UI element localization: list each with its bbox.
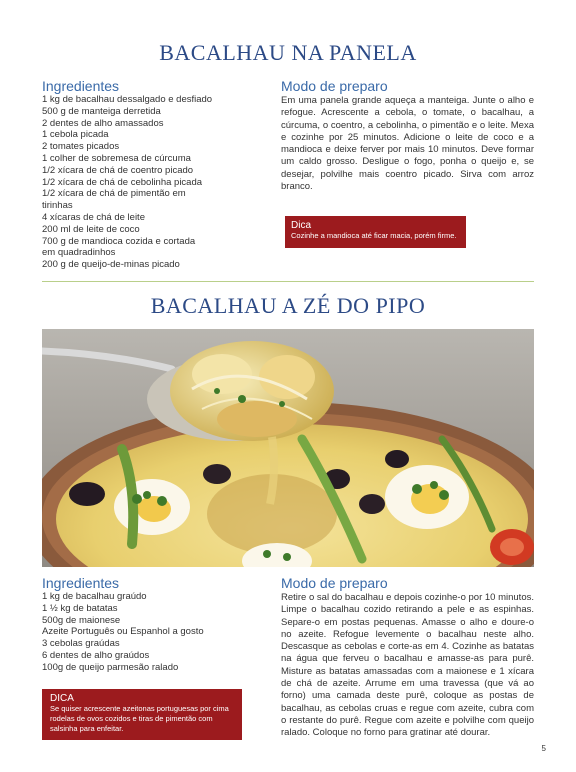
recipe-2-method-heading: Modo de preparo xyxy=(281,575,388,591)
ingredient-item: 1/2 xícara de chá de cebolinha picada xyxy=(42,176,203,188)
recipe-1-tip-text: Cozinhe a mandioca até ficar macia, porém firme. xyxy=(291,231,457,240)
recipe-1-title: BACALHAU NA PANELA xyxy=(159,40,417,65)
ingredient-item: 1/2 xícara de chá de coentro picado xyxy=(42,164,194,176)
ingredient-item: tirinhas xyxy=(42,200,73,212)
ingredient-item: 1 ½ kg de batatas xyxy=(42,602,118,614)
ingredient-item: 6 dentes de alho graúdos xyxy=(42,649,150,661)
recipe-1-ingredients-heading: Ingredientes xyxy=(42,78,120,94)
recipe-1-tip-box xyxy=(285,216,466,248)
ingredient-item: Azeite Português ou Espanhol a gosto xyxy=(42,626,204,638)
ingredient-item: 100g de queijo parmesão ralado xyxy=(42,661,179,673)
section-divider xyxy=(42,281,534,282)
ingredient-item: 3 cebolas graúdas xyxy=(42,638,120,650)
ingredient-item: em quadradinhos xyxy=(42,247,116,259)
ingredient-item: 1/2 xícara de chá de pimentão em xyxy=(42,188,186,200)
ingredient-item: 500g de maionese xyxy=(42,614,121,626)
ingredient-item: 1 colher de sobremesa de cúrcuma xyxy=(42,152,191,164)
recipe-2-tip-title: DICA xyxy=(50,693,74,704)
ingredient-item: 200 ml de leite de coco xyxy=(42,223,140,235)
recipe-1-method-text: Em uma panela grande aqueça a manteiga. Junte o alho e refogue. Acrescente a cebola, o tomate, o bacalhau, a cúrcuma, o coentro, a cebolinha, o pimentão e o leite. Mexa e cozinhe por 25 minutos. Adicione o leite de coco e a mandioca e deixe ferver por mais 10 minutos. Deve formar um caldo grosso. Desligue o fogo, ponha o queijo e, se desejar, polvilhe mais coentro picado. Sirva com arroz branco. xyxy=(281,95,534,193)
ingredient-item: 1 cebola picada xyxy=(42,129,109,141)
ingredient-item: 1 kg de bacalhau graúdo xyxy=(42,591,147,602)
recipe-1-tip-title: Dica xyxy=(291,220,312,231)
ingredient-item: 2 tomates picados xyxy=(42,141,120,153)
recipe-1-ingredients-list xyxy=(42,94,262,271)
recipe-2-ingredients-list xyxy=(42,591,262,674)
bacalhau-dish-photo xyxy=(42,329,534,567)
recipe-2-method-text: Retire o sal do bacalhau e depois cozinhe-o por 10 minutos. Limpe o bacalhau cozido retirando a pele e as espinhas. Separe-o em postas pequenas. Amasse o alho e doure-o no azeite. Refogue levemente o bacalhau neste alho. Descasque as cebolas e corte-as em 4. Cozinhe as batatas na água que ferveu o bacalhau e amasse-as para purê. Misture as batatas amassadas com a maionese e 1 xícara de chá de azeite. Arrume em uma travessa (que vá ao forno) uma camada deste purê, coloque as postas de bacalhau, as cebolas cruas e regue com azeite, cubra com o restante do purê. Regue com azeite e polvilhe com queijo ralado. Coloque no forno para gratinar até dourar. xyxy=(281,592,534,739)
ingredient-item: 2 dentes de alho amassados xyxy=(42,117,164,129)
page-number: 5 xyxy=(541,744,546,753)
recipe-2-tip-box xyxy=(42,689,242,740)
recipe-2-ingredients-heading: Ingredientes xyxy=(42,575,120,591)
ingredient-item: 500 g de manteiga derretida xyxy=(42,105,161,117)
ingredient-item: 1 kg de bacalhau dessalgado e desfiado xyxy=(42,94,213,105)
recipe-2-tip-text: Se quiser acrescente azeitonas portuguesas por cima rodelas de ovos cozidos e tiras de pimentão com salsinha para enfeitar. xyxy=(50,704,229,733)
recipe-1-method-heading: Modo de preparo xyxy=(281,78,388,94)
ingredient-item: 700 g de mandioca cozida e cortada xyxy=(42,235,196,247)
ingredient-item: 4 xícaras de chá de leite xyxy=(42,211,145,223)
ingredient-item: 200 g de queijo-de-minas picado xyxy=(42,259,180,271)
recipe-2-title: BACALHAU A ZÉ DO PIPO xyxy=(150,293,426,318)
